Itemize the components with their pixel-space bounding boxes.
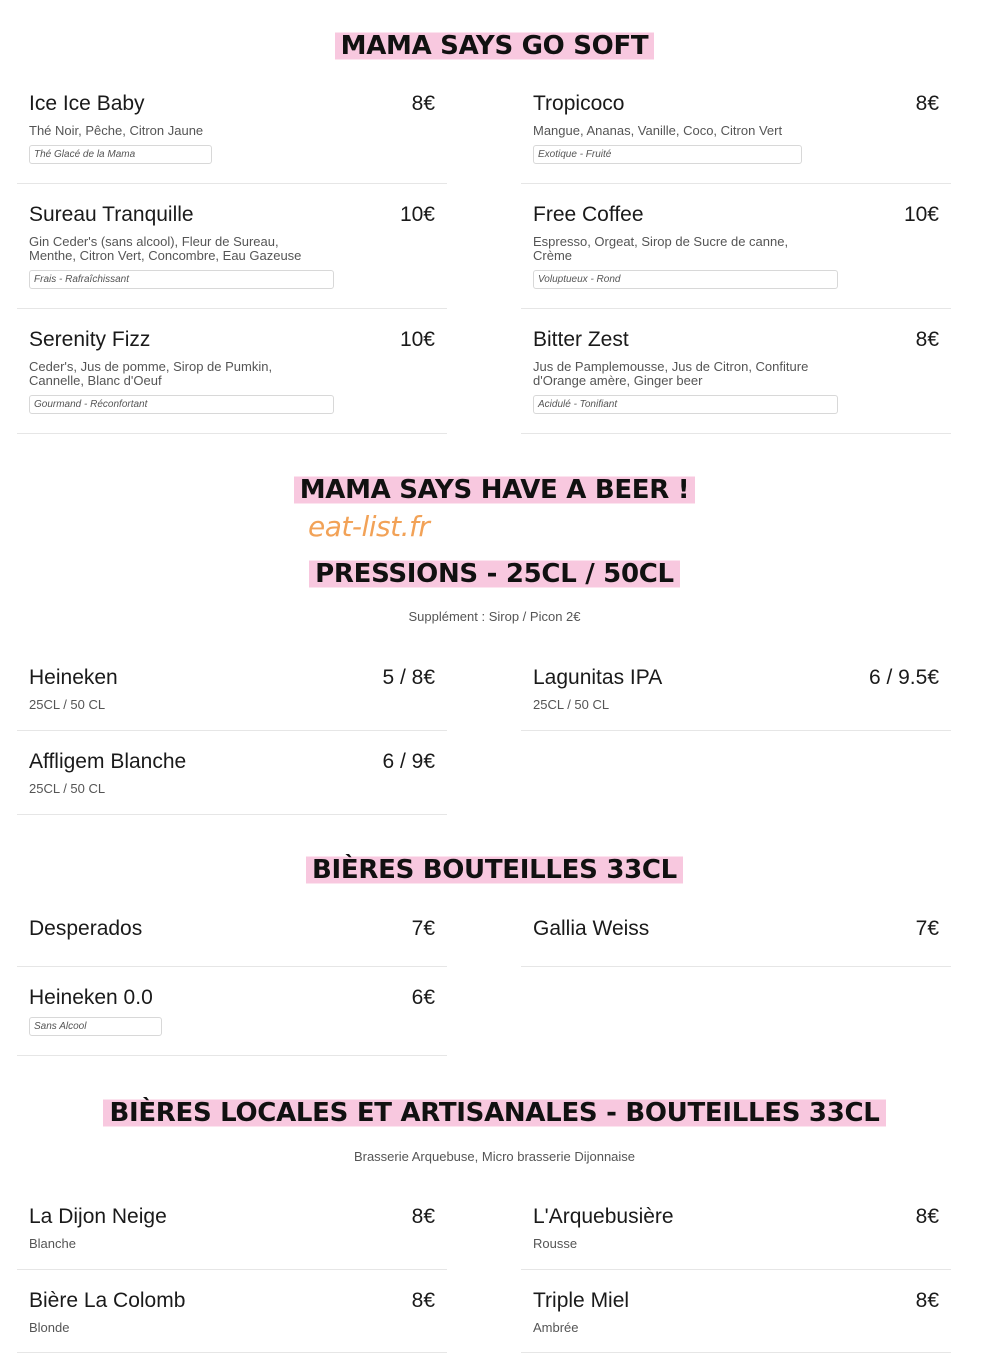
item-description-line-1: Jus de Pamplemousse, Jus de Citron, Confiture: [533, 359, 809, 374]
divider: [521, 433, 951, 434]
item-price: 8€: [411, 1289, 435, 1312]
item-name: Heineken: [29, 666, 118, 689]
divider: [17, 814, 447, 815]
divider: [17, 183, 447, 184]
item-description-line-1: Espresso, Orgeat, Sirop de Sucre de canne,: [533, 234, 789, 249]
item-price: 8€: [411, 92, 435, 115]
item-description: Mangue, Ananas, Vanille, Coco, Citron Vert: [533, 123, 783, 138]
item-name: Ice Ice Baby: [29, 92, 145, 115]
item-name: L'Arquebusière: [533, 1205, 674, 1228]
item-name: Bière La Colomb: [29, 1289, 186, 1312]
item-tag: Frais - Rafraîchissant: [29, 270, 334, 289]
item-price: 7€: [411, 917, 435, 940]
item-description: 25CL / 50 CL: [29, 781, 106, 796]
item-description: 25CL / 50 CL: [533, 697, 610, 712]
divider: [17, 308, 447, 309]
item-tag: Sans Alcool: [29, 1017, 162, 1036]
divider: [521, 966, 951, 967]
item-description: Thé Noir, Pêche, Citron Jaune: [29, 123, 204, 138]
watermark: eat-list.fr: [308, 510, 430, 543]
item-price: 10€: [399, 203, 435, 226]
item-description: Ambrée: [533, 1320, 579, 1335]
item-name: Affligem Blanche: [29, 750, 187, 773]
item-description-line-2: d'Orange amère, Ginger beer: [533, 373, 703, 388]
item-name: Bitter Zest: [533, 328, 629, 351]
item-name: Lagunitas IPA: [533, 666, 663, 689]
item-price: 8€: [915, 328, 939, 351]
item-description: Blonde: [29, 1320, 70, 1335]
item-description-line-2: Crème: [533, 248, 573, 263]
section-title-soft: [0, 28, 989, 64]
divider: [17, 1055, 447, 1056]
divider: [17, 966, 447, 967]
section-title-text: PRESSIONS - 25CL / 50CL: [309, 556, 680, 592]
item-name: Tropicoco: [533, 92, 625, 115]
divider: [17, 1352, 447, 1353]
section-title-text: MAMA SAYS HAVE A BEER !: [294, 472, 696, 508]
item-price: 8€: [915, 1205, 939, 1228]
divider: [521, 1352, 951, 1353]
item-price: 6 / 9.5€: [868, 666, 939, 689]
section-title-bouteilles: [0, 852, 989, 888]
item-name: Heineken 0.0: [29, 986, 153, 1009]
divider: [17, 1269, 447, 1270]
item-tag: Acidulé - Tonifiant: [533, 395, 838, 414]
item-description: Rousse: [533, 1236, 578, 1251]
item-description-line-2: Menthe, Citron Vert, Concombre, Eau Gazeuse: [29, 248, 302, 263]
item-price: 8€: [915, 1289, 939, 1312]
item-name: Gallia Weiss: [533, 917, 650, 940]
item-price: 7€: [915, 917, 939, 940]
item-price: 10€: [399, 328, 435, 351]
section-title-text: MAMA SAYS GO SOFT: [335, 28, 655, 64]
item-price: 6€: [411, 986, 435, 1009]
item-name: Serenity Fizz: [29, 328, 151, 351]
item-name: La Dijon Neige: [29, 1205, 167, 1228]
divider: [521, 183, 951, 184]
item-price: 6 / 9€: [382, 750, 435, 773]
section-note-locales: Brasserie Arquebuse, Micro brasserie Dijonnaise: [353, 1149, 636, 1164]
item-price: 10€: [903, 203, 939, 226]
section-title-beer: [0, 472, 989, 508]
divider: [521, 308, 951, 309]
section-title-pressions: [0, 556, 989, 592]
item-price: 5 / 8€: [382, 666, 435, 689]
divider: [521, 1269, 951, 1270]
item-description-line-1: Ceder's, Jus de pomme, Sirop de Pumkin,: [29, 359, 273, 374]
section-title-text: BIÈRES BOUTEILLES 33CL: [306, 852, 683, 888]
divider: [521, 730, 951, 731]
item-description-line-2: Cannelle, Blanc d'Oeuf: [29, 373, 162, 388]
item-tag: Exotique - Fruité: [533, 145, 802, 164]
item-tag: Gourmand - Réconfortant: [29, 395, 334, 414]
item-name: Sureau Tranquille: [29, 203, 194, 226]
item-description: 25CL / 50 CL: [29, 697, 106, 712]
item-tag: Voluptueux - Rond: [533, 270, 838, 289]
section-title-text: BIÈRES LOCALES ET ARTISANALES - BOUTEILLES 33CL: [103, 1095, 885, 1131]
item-description: Blanche: [29, 1236, 76, 1251]
section-note-pressions: Supplément : Sirop / Picon 2€: [408, 609, 581, 624]
item-price: 8€: [915, 92, 939, 115]
item-name: Desperados: [29, 917, 143, 940]
item-name: Free Coffee: [533, 203, 644, 226]
item-name: Triple Miel: [533, 1289, 630, 1312]
item-description-line-1: Gin Ceder's (sans alcool), Fleur de Sureau,: [29, 234, 279, 249]
section-title-locales: [0, 1095, 989, 1131]
divider: [17, 730, 447, 731]
item-tag: Thé Glacé de la Mama: [29, 145, 212, 164]
item-price: 8€: [411, 1205, 435, 1228]
divider: [17, 433, 447, 434]
